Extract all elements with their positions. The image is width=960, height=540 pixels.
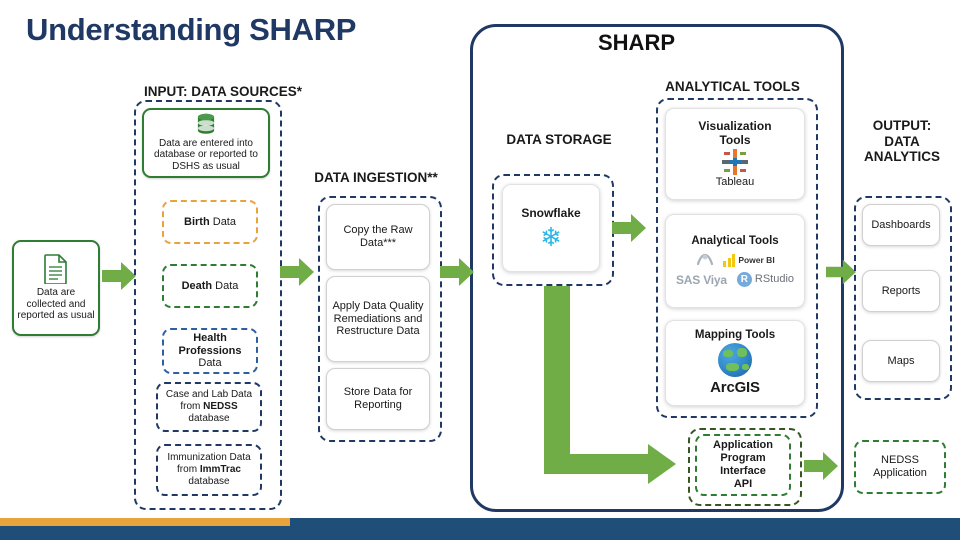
ingestion-step-text-2: Store Data for Reporting [343, 386, 413, 411]
input-source-bold-4: NEDSS [203, 401, 238, 413]
page-title: Understanding SHARP [26, 12, 357, 47]
output-item-text-2: Maps [887, 354, 915, 367]
input-source-prefix-5: Immunization Data from [167, 452, 251, 476]
input-source-bold-1: Birth [184, 215, 210, 228]
arrow-ingestion-to-storage [440, 258, 474, 286]
arrow-start-to-input [102, 262, 136, 290]
input-source-bold-5: ImmTrac [199, 464, 241, 476]
output-section-label-line2: DATA [884, 133, 920, 149]
api-line1: Application [713, 439, 773, 452]
output-item-text-1: Reports [881, 284, 921, 297]
mapping-tools-card [665, 320, 805, 406]
input-source-card-3 [162, 328, 258, 374]
document-icon [43, 254, 69, 284]
snowflake-icon: ❄ [540, 222, 562, 253]
input-source-bold-3: Health Professions [178, 331, 242, 357]
input-source-card-5 [156, 444, 262, 496]
sas-viya-label: SAS Viya [675, 272, 727, 287]
input-source-rest-3: Data [198, 357, 222, 370]
sas-viya-icon [695, 251, 715, 269]
power-bi-label: Power BI [738, 255, 775, 266]
analytical-section-label: ANALYTICAL TOOLS [665, 79, 800, 94]
tableau-label: Tableau [715, 176, 755, 189]
power-bi-icon [723, 254, 774, 267]
api-line3: Interface [720, 465, 766, 477]
input-source-rest-1: Data [209, 215, 236, 228]
analytical-tools-card [665, 214, 805, 308]
snowflake-card [502, 184, 600, 272]
arrow-api-to-nedss [804, 452, 838, 480]
ingestion-step-text-1: Apply Data Quality Remediations and Restructure Data [332, 299, 424, 338]
analytical-tools-title: Analytical Tools [691, 234, 779, 247]
start-card [12, 240, 100, 336]
input-section-label: INPUT: DATA SOURCES* [143, 84, 302, 99]
input-source-rest-2: Data [212, 279, 239, 292]
rstudio-icon: R RStudio [737, 272, 794, 287]
visualization-title-line2: Tools [719, 133, 751, 148]
api-line4: API [733, 477, 753, 490]
arrow-analytics-to-output [826, 258, 856, 286]
input-source-prefix-4: Case and Lab Data from [165, 389, 253, 413]
output-item-2 [862, 340, 940, 382]
storage-section-label: DATA STORAGE [506, 132, 612, 147]
arrow-input-to-ingestion [280, 258, 314, 286]
input-source-card-4 [156, 382, 262, 432]
snowflake-label: Snowflake [521, 205, 581, 220]
input-source-card-0 [142, 108, 270, 178]
ingestion-section-label: DATA INGESTION** [314, 170, 438, 185]
tableau-icon [722, 149, 748, 175]
ingestion-step-0 [326, 204, 430, 270]
input-source-card-1 [162, 200, 258, 244]
output-section-label-line1: OUTPUT: [872, 118, 932, 133]
api-line2: Program [720, 452, 766, 465]
sharp-title: SHARP [598, 30, 676, 55]
nedss-application-card [854, 440, 946, 494]
visualization-tools-card [665, 108, 805, 200]
arcgis-label: ArcGIS [710, 378, 760, 396]
output-item-text-0: Dashboards [871, 218, 931, 231]
input-source-bold-2: Death [181, 279, 213, 292]
visualization-title-line1: Visualization [698, 118, 772, 133]
input-source-suffix-5: database [188, 475, 230, 487]
arrow-storage-to-analytics [612, 214, 646, 242]
footer-accent-navy [290, 518, 850, 526]
input-source-suffix-4: database [188, 412, 230, 424]
database-icon [195, 113, 217, 135]
input-source-text-0: Data are entered into database or reported to DSHS as usual [154, 137, 258, 173]
rstudio-label: RStudio [754, 273, 795, 286]
api-card [695, 434, 791, 496]
output-item-0 [862, 204, 940, 246]
ingestion-step-text-0: Copy the Raw Data*** [343, 224, 413, 249]
mapping-tools-title: Mapping Tools [694, 329, 776, 342]
footer-accent-gold [0, 518, 290, 526]
output-item-1 [862, 270, 940, 312]
start-card-text: Data are collected and reported as usual [17, 286, 95, 322]
arcgis-globe-icon [718, 343, 752, 377]
nedss-line2: Application [873, 467, 927, 479]
ingestion-step-2 [326, 368, 430, 430]
ingestion-step-1 [326, 276, 430, 362]
output-section-label-line3: ANALYTICS [863, 149, 940, 165]
nedss-line1: NEDSS [881, 454, 919, 467]
input-source-card-2 [162, 264, 258, 308]
